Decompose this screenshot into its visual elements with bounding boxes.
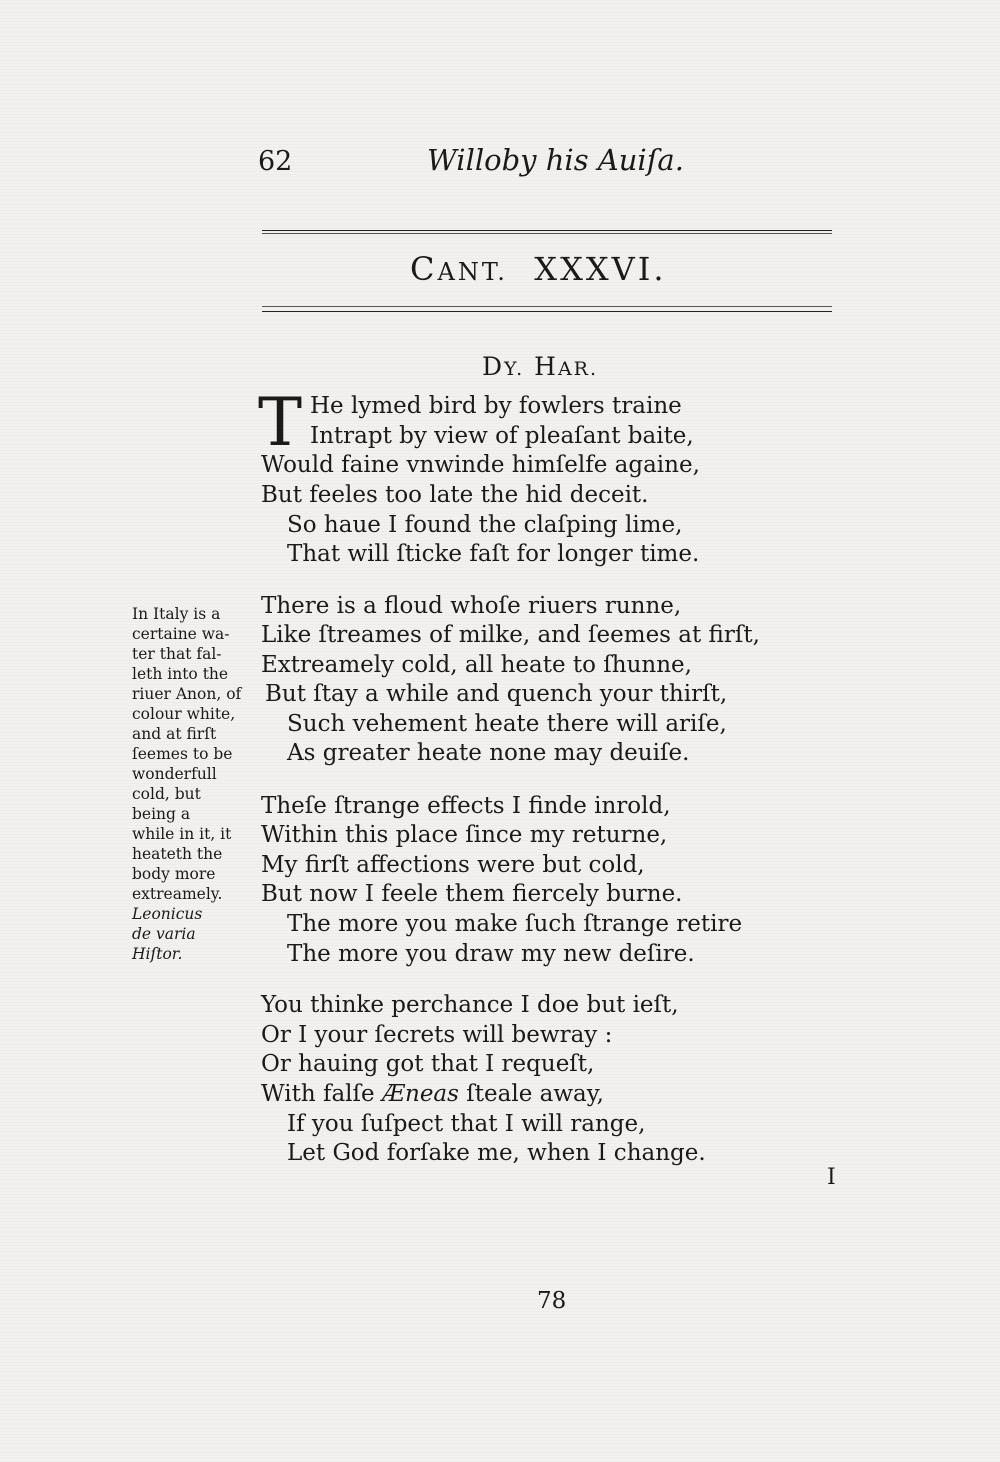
- canto-heading: [410, 250, 667, 288]
- verse-line: There is a floud whoſe riuers runne,: [261, 593, 682, 619]
- catchword: I: [827, 1165, 836, 1190]
- side-note-line: cold, but: [132, 785, 201, 803]
- verse-line: Let God forſake me, when I change.: [287, 1140, 706, 1166]
- side-note-source: Hiſtor.: [132, 945, 183, 963]
- side-note-line: ſeemes to be: [132, 745, 233, 763]
- top-rule-thin: [262, 233, 832, 234]
- drop-cap: T: [258, 384, 303, 461]
- verse-line: The more you make ſuch ſtrange retire: [287, 911, 743, 937]
- verse-line: Would faine vnwinde himſelfe againe,: [261, 452, 700, 478]
- verse-line: Theſe ſtrange effects I finde inrold,: [261, 793, 671, 819]
- top-rule: [262, 230, 832, 231]
- verse-line: But now I feele them fiercely burne.: [261, 881, 683, 907]
- verse-line: Or I your ſecrets will bewray :: [261, 1022, 613, 1048]
- speaker-y: Y.: [504, 358, 525, 380]
- running-title: Willoby his Auiſa.: [427, 143, 684, 177]
- side-note-line: riuer Anon, of: [132, 685, 242, 703]
- side-note-line: leth into the: [132, 665, 229, 683]
- verse-line: Intrapt by view of pleaſant baite,: [310, 423, 694, 449]
- speaker-ar: AR.: [557, 358, 599, 380]
- aeneas-name: Æneas: [381, 1081, 459, 1107]
- verse-line: Such vehement heate there will ariſe,: [287, 711, 727, 737]
- verse-line: He lymed bird by fowlers traine: [310, 393, 682, 419]
- verse-line: Or hauing got that I requeſt,: [261, 1051, 595, 1077]
- canto-numeral: XXXVI.: [534, 250, 667, 288]
- side-note-line: certaine wa-: [132, 625, 230, 643]
- verse-line: As greater heate none may deuiſe.: [287, 740, 690, 766]
- side-note-source: de varia: [132, 925, 196, 943]
- side-note-line: wonderfull: [132, 765, 217, 783]
- side-note-source: Leonicus: [132, 905, 203, 923]
- side-note-line: In Italy is a: [132, 605, 221, 623]
- verse-line: You thinke perchance I doe but ieſt,: [261, 992, 679, 1018]
- side-note-line: extreamely.: [132, 885, 223, 903]
- verse-line: So haue I found the claſping lime,: [287, 512, 683, 538]
- speaker-heading: [482, 352, 598, 381]
- verse-line: If you ſuſpect that I will range,: [287, 1111, 646, 1137]
- side-note-line: colour white,: [132, 705, 236, 723]
- verse-line: [261, 1080, 604, 1110]
- verse-line-start: With falſe: [261, 1081, 382, 1107]
- side-note-line: ter that fal-: [132, 645, 222, 663]
- speaker-d: D: [482, 352, 505, 381]
- bottom-rule: [262, 311, 832, 312]
- canto-rest: ANT.: [437, 258, 508, 286]
- speaker-h: H: [534, 352, 558, 381]
- verse-line: Within this place ſince my returne,: [261, 822, 668, 848]
- verse-line: The more you draw my new deſire.: [287, 941, 695, 967]
- side-note-line: body more: [132, 865, 216, 883]
- bottom-rule-thin: [262, 306, 832, 307]
- folio-number: 78: [537, 1288, 567, 1314]
- side-note-line: being a: [132, 805, 191, 823]
- verse-line: Extreamely cold, all heate to ſhunne,: [261, 652, 692, 678]
- verse-line: My firſt affections were but cold,: [261, 852, 645, 878]
- verse-line-end: ſteale away,: [458, 1081, 604, 1107]
- canto-initial: C: [410, 250, 438, 288]
- page-number: 62: [258, 146, 293, 177]
- verse-line: Like ſtreames of milke, and ſeemes at firſt,: [261, 622, 760, 648]
- side-note-line: heateth the: [132, 845, 223, 863]
- side-note-line: and at firſt: [132, 725, 217, 743]
- side-note-line: while in it, it: [132, 825, 232, 843]
- verse-line: But ſtay a while and quench your thirſt,: [265, 681, 728, 707]
- verse-line: That will ſticke faſt for longer time.: [287, 541, 700, 567]
- verse-line: But feeles too late the hid deceit.: [261, 482, 649, 508]
